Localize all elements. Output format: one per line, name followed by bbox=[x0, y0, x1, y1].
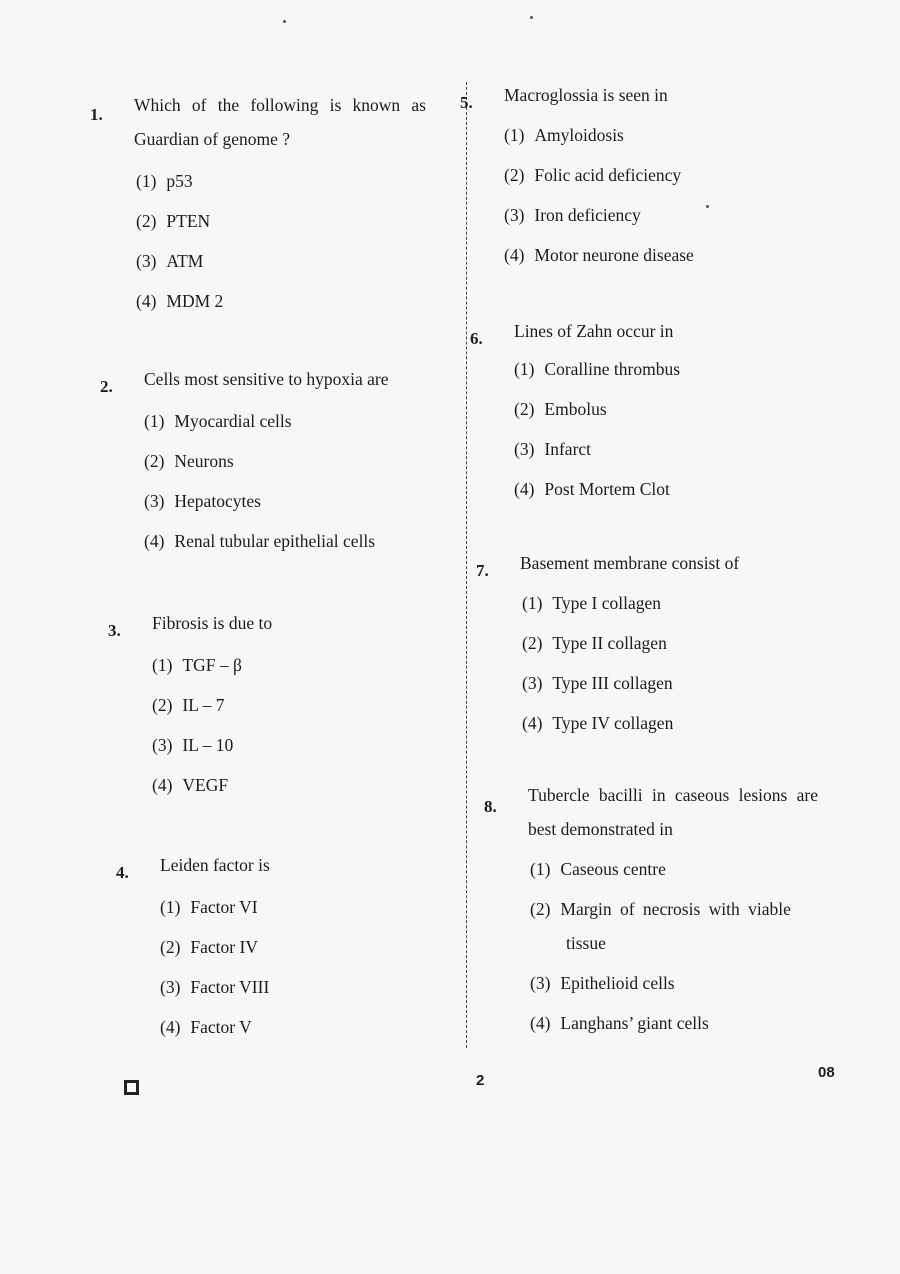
column-divider bbox=[466, 82, 467, 1048]
option-1[interactable]: (1) Myocardial cells bbox=[144, 411, 292, 431]
option-4[interactable]: (4) Motor neurone disease bbox=[504, 245, 694, 265]
question-6-options bbox=[514, 352, 680, 512]
question-4-options bbox=[160, 890, 269, 1050]
scan-speck bbox=[706, 205, 709, 208]
option-2[interactable]: (2) IL – 7 bbox=[152, 695, 225, 715]
option-3[interactable]: (3) Hepatocytes bbox=[144, 491, 261, 511]
question-number: 1. bbox=[90, 105, 103, 124]
question-2-options bbox=[144, 404, 375, 564]
question-stem: Basement membrane consist of bbox=[520, 553, 740, 573]
question-number: 7. bbox=[476, 561, 489, 580]
option-4[interactable]: (4) Type IV collagen bbox=[522, 713, 674, 733]
question-8-options bbox=[530, 852, 791, 1046]
option-3[interactable]: (3) IL – 10 bbox=[152, 735, 234, 755]
option-1[interactable]: (1) Coralline thrombus bbox=[514, 359, 681, 379]
option-2-continued: tissue bbox=[566, 933, 606, 953]
option-3[interactable]: (3) Factor VIII bbox=[160, 977, 270, 997]
question-5-options bbox=[504, 118, 694, 278]
question-number: 4. bbox=[116, 863, 129, 882]
question-stem: Tubercle bacilli in caseous lesions are best demonstrated in bbox=[528, 785, 818, 839]
option-1[interactable]: (1) p53 bbox=[136, 171, 193, 191]
option-2[interactable]: (2) Embolus bbox=[514, 399, 607, 419]
question-number: 8. bbox=[484, 797, 497, 816]
question-stem: Macroglossia is seen in bbox=[504, 85, 668, 105]
option-2[interactable]: (2) PTEN bbox=[136, 211, 211, 231]
scan-speck bbox=[283, 20, 286, 23]
option-3[interactable]: (3) ATM bbox=[136, 251, 204, 271]
option-3[interactable]: (3) Iron deficiency bbox=[504, 205, 641, 225]
option-4[interactable]: (4) Renal tubular epithelial cells bbox=[144, 531, 376, 551]
question-stem: Which of the following is known as Guardian of genome ? bbox=[134, 95, 426, 149]
option-1[interactable]: (1) TGF – β bbox=[152, 655, 242, 675]
question-number: 2. bbox=[100, 377, 113, 396]
question-stem: Leiden factor is bbox=[160, 855, 270, 875]
option-2[interactable]: (2) Type II collagen bbox=[522, 633, 667, 653]
question-3-options bbox=[152, 648, 242, 808]
option-4[interactable]: (4) Factor V bbox=[160, 1017, 252, 1037]
question-number: 5. bbox=[460, 93, 473, 112]
option-1[interactable]: (1) Amyloidosis bbox=[504, 125, 624, 145]
scan-speck bbox=[530, 16, 533, 19]
question-stem: Cells most sensitive to hypoxia are bbox=[144, 369, 389, 389]
question-number: 6. bbox=[470, 329, 483, 348]
option-4[interactable]: (4) MDM 2 bbox=[136, 291, 224, 311]
option-1[interactable]: (1) Type I collagen bbox=[522, 593, 661, 613]
option-2[interactable]: (2) Factor IV bbox=[160, 937, 258, 957]
square-marker-icon bbox=[124, 1080, 139, 1095]
question-number: 3. bbox=[108, 621, 121, 640]
option-4[interactable]: (4) VEGF bbox=[152, 775, 229, 795]
question-1-options bbox=[136, 164, 223, 324]
option-3[interactable]: (3) Type III collagen bbox=[522, 673, 673, 693]
option-2[interactable]: (2) Neurons bbox=[144, 451, 234, 471]
question-7-options bbox=[522, 586, 673, 746]
option-3[interactable]: (3) Infarct bbox=[514, 439, 592, 459]
option-4[interactable]: (4) Post Mortem Clot bbox=[514, 479, 670, 499]
question-stem: Lines of Zahn occur in bbox=[514, 321, 674, 341]
option-1[interactable]: (1) Caseous centre bbox=[530, 859, 666, 879]
booklet-code: 08 bbox=[818, 1064, 835, 1081]
option-2[interactable]: (2) Folic acid deficiency bbox=[504, 165, 682, 185]
option-3[interactable]: (3) Epithelioid cells bbox=[530, 973, 675, 993]
option-2[interactable]: (2) Margin of necrosis with viable bbox=[530, 899, 791, 919]
page-number: 2 bbox=[476, 1072, 485, 1089]
option-1[interactable]: (1) Factor VI bbox=[160, 897, 258, 917]
question-stem: Fibrosis is due to bbox=[152, 613, 273, 633]
option-4[interactable]: (4) Langhans’ giant cells bbox=[530, 1013, 709, 1033]
